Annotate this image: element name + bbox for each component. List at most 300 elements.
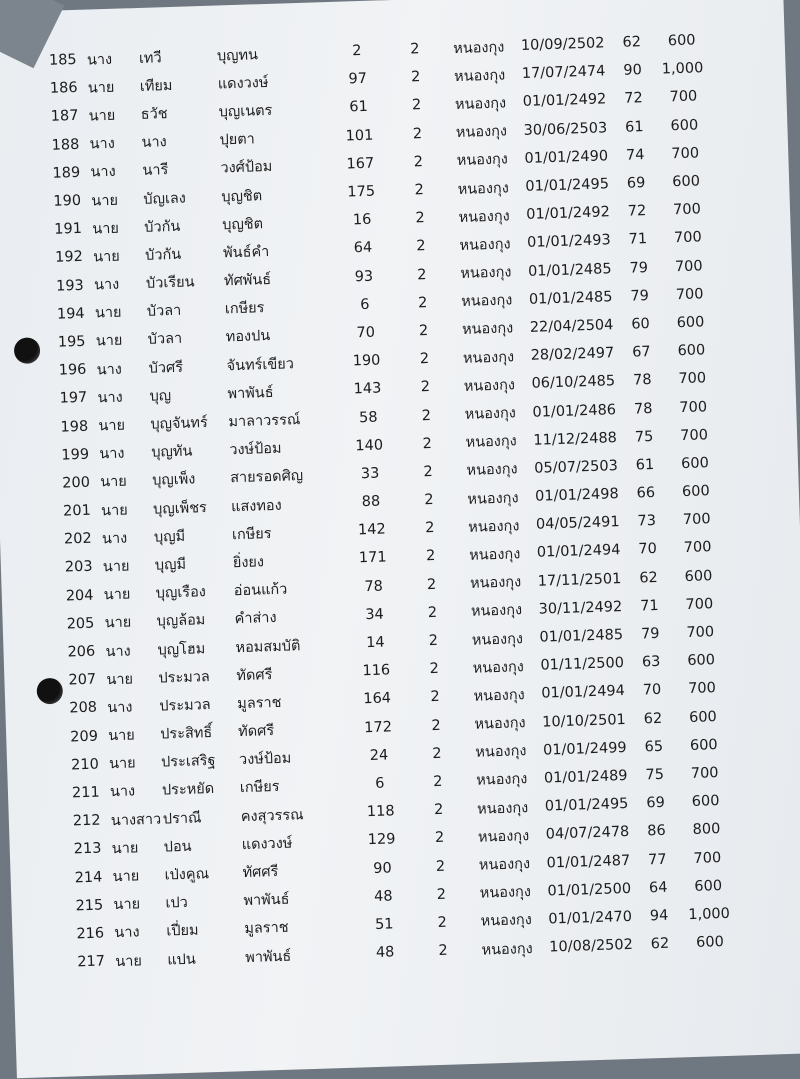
- title-prefix-cell: นางสาว: [110, 811, 162, 829]
- village-name-cell: หนองกุง: [460, 292, 513, 311]
- title-prefix-cell: นาง: [96, 361, 123, 379]
- last-name-cell: วงษ์ป้อม: [229, 440, 282, 459]
- first-name-cell: ประสิทธิ์: [159, 725, 213, 743]
- birth-date-cell: 30/11/2492: [538, 598, 623, 618]
- allowance-amount-cell: 600: [672, 173, 701, 191]
- age-cell: 86: [647, 823, 666, 840]
- record-number-cell: 204: [65, 587, 94, 605]
- village-moo-cell: 2: [433, 801, 444, 819]
- first-name-cell: บุญ: [149, 387, 172, 405]
- village-moo-cell: 2: [424, 520, 435, 537]
- house-number-cell: 2: [351, 43, 362, 60]
- title-prefix-cell: นาง: [101, 530, 128, 548]
- first-name-cell: บุญมี: [154, 556, 187, 574]
- record-number-cell: 214: [74, 869, 103, 886]
- last-name-cell: แดงวงษ์: [241, 835, 293, 853]
- record-number-cell: 193: [55, 277, 85, 295]
- age-cell: 74: [625, 146, 645, 164]
- village-name-cell: หนองกุง: [461, 320, 514, 339]
- house-number-cell: 34: [365, 606, 385, 623]
- record-number-cell: 203: [64, 559, 93, 577]
- house-number-cell: 78: [364, 578, 384, 595]
- age-cell: 75: [645, 766, 665, 784]
- village-name-cell: หนองกุง: [452, 39, 505, 57]
- first-name-cell: เปว: [165, 895, 189, 912]
- village-moo-cell: 2: [411, 97, 422, 114]
- age-cell: 60: [631, 316, 651, 333]
- village-moo-cell: 2: [414, 182, 425, 199]
- allowance-amount-cell: 600: [681, 483, 710, 501]
- village-moo-cell: 2: [427, 604, 438, 622]
- allowance-amount-cell: 700: [687, 680, 717, 698]
- punch-hole: [36, 678, 63, 705]
- title-prefix-cell: นาง: [86, 51, 113, 69]
- allowance-amount-cell: 700: [673, 229, 702, 247]
- birth-date-cell: 01/01/2494: [536, 542, 621, 562]
- record-number-cell: 201: [62, 502, 92, 520]
- village-moo-cell: 2: [409, 41, 420, 58]
- record-number-cell: 205: [66, 615, 95, 633]
- village-moo-cell: 2: [432, 745, 442, 762]
- last-name-cell: ยิ่งยง: [232, 554, 265, 572]
- first-name-cell: ธวัช: [140, 106, 168, 123]
- title-prefix-cell: นาง: [89, 135, 116, 153]
- village-moo-cell: 2: [419, 351, 430, 368]
- last-name-cell: ทัดศรี: [237, 723, 275, 741]
- last-name-cell: มูลราช: [244, 920, 289, 938]
- age-cell: 61: [635, 456, 655, 474]
- birth-date-cell: 01/01/2499: [542, 739, 627, 759]
- first-name-cell: เป่งคูณ: [164, 866, 210, 884]
- house-number-cell: 175: [347, 183, 376, 201]
- last-name-cell: พันธ์คำ: [222, 243, 270, 262]
- village-name-cell: หนองกุง: [457, 179, 510, 198]
- birth-date-cell: 10/08/2502: [549, 936, 634, 956]
- village-moo-cell: 2: [416, 238, 426, 255]
- first-name-cell: เปี่ยม: [166, 922, 199, 940]
- record-number-cell: 198: [60, 418, 89, 436]
- allowance-amount-cell: 700: [679, 427, 709, 444]
- village-name-cell: หนองกุง: [478, 856, 531, 874]
- age-cell: 78: [632, 372, 652, 389]
- age-cell: 77: [647, 851, 667, 868]
- allowance-amount-cell: 700: [674, 257, 703, 275]
- first-name-cell: บัวลา: [146, 303, 182, 321]
- first-name-cell: ประมวล: [158, 668, 211, 687]
- village-moo-cell: 2: [423, 463, 433, 481]
- house-number-cell: 61: [349, 99, 369, 116]
- record-number-cell: 195: [57, 333, 86, 351]
- title-prefix-cell: นาง: [114, 924, 140, 942]
- village-name-cell: หนองกุง: [463, 377, 516, 395]
- title-prefix-cell: นาง: [107, 699, 133, 717]
- record-number-cell: 208: [69, 700, 98, 717]
- record-number-cell: 213: [73, 840, 102, 858]
- village-moo-cell: 2: [417, 266, 427, 283]
- house-number-cell: 33: [360, 465, 380, 483]
- last-name-cell: บุญชิต: [221, 187, 263, 205]
- record-number-cell: 212: [72, 812, 101, 830]
- birth-date-cell: 01/01/2489: [543, 767, 628, 787]
- birth-date-cell: 01/01/2500: [547, 880, 632, 900]
- first-name-cell: ประมวล: [159, 696, 211, 715]
- age-cell: 75: [634, 428, 654, 446]
- village-name-cell: หนองกุง: [458, 208, 510, 226]
- record-number-cell: 197: [59, 390, 88, 407]
- birth-date-cell: 01/01/2493: [526, 232, 611, 252]
- first-name-cell: บุญมี: [153, 528, 186, 546]
- allowance-amount-cell: 1,000: [688, 905, 731, 924]
- allowance-amount-cell: 600: [694, 877, 723, 895]
- title-prefix-cell: นาย: [100, 473, 128, 491]
- age-cell: 70: [642, 682, 662, 699]
- first-name-cell: บัวลา: [147, 331, 183, 349]
- allowance-amount-cell: 700: [672, 201, 702, 219]
- allowance-amount-cell: 700: [685, 596, 714, 613]
- allowance-amount-cell: 700: [678, 370, 707, 388]
- allowance-amount-cell: 700: [682, 511, 711, 529]
- village-name-cell: หนองกุง: [467, 489, 519, 508]
- last-name-cell: สายรอดศิญ: [229, 468, 304, 487]
- record-number-cell: 187: [50, 108, 79, 126]
- village-moo-cell: 2: [430, 689, 441, 706]
- village-moo-cell: 2: [410, 69, 421, 86]
- birth-date-cell: 22/04/2504: [529, 317, 614, 336]
- title-prefix-cell: นาย: [104, 614, 132, 632]
- house-number-cell: 16: [352, 211, 372, 229]
- record-number-cell: 202: [63, 530, 92, 548]
- last-name-cell: มูลราช: [237, 694, 282, 713]
- birth-date-cell: 01/01/2492: [522, 91, 607, 111]
- house-number-cell: 90: [373, 859, 392, 877]
- house-number-cell: 118: [366, 803, 395, 821]
- first-name-cell: บุญทัน: [151, 443, 193, 461]
- village-moo-cell: 2: [422, 435, 433, 452]
- title-prefix-cell: นาง: [93, 276, 120, 294]
- record-number-cell: 206: [67, 643, 96, 661]
- record-number-cell: 211: [71, 784, 100, 802]
- village-moo-cell: 2: [431, 717, 441, 734]
- last-name-cell: หอมสมบัติ: [235, 637, 301, 656]
- age-cell: 79: [630, 287, 650, 305]
- house-number-cell: 24: [369, 747, 389, 764]
- title-prefix-cell: นาง: [97, 389, 123, 407]
- record-number-cell: 210: [70, 756, 100, 774]
- last-name-cell: พาพันธ์: [243, 891, 290, 910]
- birth-date-cell: 05/07/2503: [533, 458, 619, 477]
- first-name-cell: ปราณี: [162, 810, 202, 828]
- last-name-cell: วงษ์ป้อม: [238, 750, 292, 769]
- village-moo-cell: 2: [417, 294, 428, 312]
- village-name-cell: หนองกุง: [465, 433, 517, 452]
- allowance-amount-cell: 600: [688, 708, 718, 726]
- record-number-cell: 215: [75, 897, 104, 915]
- village-name-cell: หนองกุง: [459, 236, 511, 254]
- birth-date-cell: 10/10/2501: [541, 711, 627, 731]
- allowance-amount-cell: 600: [677, 342, 706, 360]
- village-moo-cell: 2: [412, 125, 423, 143]
- allowance-amount-cell: 800: [692, 821, 721, 839]
- allowance-amount-cell: 700: [690, 765, 719, 782]
- house-number-cell: 51: [374, 916, 394, 933]
- last-name-cell: พาพันธ์: [245, 948, 292, 966]
- birth-date-cell: 01/01/2485: [528, 288, 613, 308]
- first-name-cell: บุญเพ็ชร: [152, 499, 208, 518]
- age-cell: 61: [624, 118, 644, 136]
- title-prefix-cell: นาย: [115, 952, 143, 970]
- last-name-cell: ทัศศรี: [242, 864, 279, 882]
- village-name-cell: หนองกุง: [477, 827, 530, 846]
- village-name-cell: หนองกุง: [464, 405, 517, 423]
- village-name-cell: หนองกุง: [476, 799, 529, 818]
- title-prefix-cell: นาย: [100, 502, 128, 519]
- title-prefix-cell: นาย: [92, 248, 120, 266]
- title-prefix-cell: นาย: [95, 333, 123, 350]
- last-name-cell: เกษียร: [224, 300, 265, 318]
- last-name-cell: อ่อนแก้ว: [233, 581, 288, 600]
- village-name-cell: หนองกุง: [466, 461, 518, 480]
- birth-date-cell: 04/05/2491: [535, 514, 620, 534]
- house-number-cell: 143: [353, 380, 382, 398]
- house-number-cell: 129: [367, 831, 396, 849]
- house-number-cell: 88: [361, 493, 381, 511]
- allowance-amount-cell: 1,000: [661, 60, 704, 78]
- house-number-cell: 48: [375, 944, 395, 962]
- first-name-cell: แปน: [167, 951, 197, 969]
- title-prefix-cell: นาง: [99, 445, 125, 463]
- age-cell: 65: [644, 738, 664, 756]
- house-number-cell: 140: [355, 437, 384, 455]
- birth-date-cell: 11/12/2488: [533, 429, 618, 449]
- birth-date-cell: 10/09/2502: [520, 35, 605, 55]
- title-prefix-cell: นาย: [112, 868, 140, 886]
- record-number-cell: 209: [69, 728, 99, 746]
- punch-hole: [14, 337, 41, 364]
- age-cell: 62: [650, 935, 670, 953]
- village-moo-cell: 2: [413, 153, 424, 171]
- allowance-amount-cell: 600: [680, 455, 710, 473]
- house-number-cell: 116: [362, 662, 391, 680]
- age-cell: 78: [633, 400, 653, 418]
- birth-date-cell: 01/01/2487: [546, 852, 631, 872]
- birth-date-cell: 06/10/2485: [531, 373, 616, 393]
- title-prefix-cell: นาย: [102, 558, 130, 576]
- ledger-body: [49, 26, 740, 977]
- age-cell: 71: [639, 597, 659, 615]
- house-number-cell: 101: [345, 127, 374, 145]
- record-number-cell: 217: [77, 953, 106, 971]
- record-number-cell: 216: [76, 925, 105, 943]
- allowance-amount-cell: 600: [687, 652, 716, 670]
- village-name-cell: หนองกุง: [471, 630, 524, 649]
- village-moo-cell: 2: [426, 576, 437, 593]
- birth-date-cell: 30/06/2503: [523, 119, 608, 139]
- allowance-amount-cell: 600: [695, 934, 725, 951]
- village-name-cell: หนองกุง: [462, 348, 515, 367]
- first-name-cell: บุญจันทร์: [150, 415, 209, 433]
- village-name-cell: หนองกุง: [475, 743, 527, 762]
- allowance-amount-cell: 700: [675, 286, 704, 303]
- village-moo-cell: 2: [421, 407, 432, 424]
- house-number-cell: 172: [364, 718, 393, 736]
- village-moo-cell: 2: [418, 322, 429, 340]
- allowance-amount-cell: 600: [667, 32, 696, 50]
- record-number-cell: 185: [48, 52, 77, 69]
- record-number-cell: 199: [61, 446, 90, 464]
- house-number-cell: 171: [358, 549, 387, 567]
- allowance-amount-cell: 600: [676, 314, 705, 332]
- title-prefix-cell: นาย: [91, 192, 119, 210]
- title-prefix-cell: นาง: [105, 643, 131, 660]
- first-name-cell: บุญเรือง: [155, 584, 207, 602]
- house-number-cell: 164: [363, 690, 392, 708]
- last-name-cell: แดงวงษ์: [217, 74, 269, 93]
- last-name-cell: ปุยตา: [219, 131, 256, 149]
- birth-date-cell: 01/01/2495: [525, 176, 610, 195]
- birth-date-cell: 01/01/2494: [541, 683, 626, 703]
- age-cell: 94: [649, 907, 669, 925]
- record-number-cell: 186: [49, 80, 78, 98]
- allowance-amount-cell: 600: [689, 736, 718, 754]
- first-name-cell: บัวศรี: [148, 359, 184, 377]
- village-moo-cell: 2: [425, 548, 436, 565]
- age-cell: 79: [629, 259, 649, 277]
- village-moo-cell: 2: [437, 914, 448, 931]
- village-moo-cell: 2: [428, 632, 439, 650]
- birth-date-cell: 01/01/2485: [539, 627, 624, 646]
- record-number-cell: 200: [62, 474, 91, 492]
- title-prefix-cell: นาย: [107, 727, 136, 745]
- last-name-cell: จันทร์เขียว: [226, 355, 295, 375]
- village-moo-cell: 2: [424, 492, 434, 509]
- title-prefix-cell: นาย: [98, 417, 126, 435]
- title-prefix-cell: นาย: [87, 79, 115, 97]
- age-cell: 63: [641, 654, 661, 671]
- village-name-cell: หนองกุง: [470, 602, 523, 621]
- birth-date-cell: 01/01/2495: [544, 796, 629, 815]
- title-prefix-cell: นาย: [106, 671, 134, 689]
- allowance-amount-cell: 600: [670, 117, 699, 134]
- last-name-cell: แสงทอง: [230, 497, 282, 515]
- house-number-cell: 48: [373, 888, 393, 905]
- house-number-cell: 6: [359, 296, 370, 313]
- allowance-amount-cell: 700: [671, 145, 700, 163]
- village-moo-cell: 2: [420, 379, 431, 396]
- last-name-cell: บุญชิต: [221, 215, 264, 234]
- first-name-cell: นาง: [141, 134, 168, 152]
- first-name-cell: บัวเรียน: [145, 274, 195, 292]
- first-name-cell: ประเสริฐ: [160, 753, 216, 771]
- first-name-cell: นารี: [142, 162, 169, 180]
- title-prefix-cell: นาย: [113, 896, 141, 914]
- village-name-cell: หนองกุง: [472, 658, 525, 677]
- age-cell: 62: [643, 710, 663, 728]
- title-prefix-cell: นาย: [103, 586, 131, 604]
- village-moo-cell: 2: [436, 886, 447, 903]
- first-name-cell: เทวี: [138, 49, 162, 67]
- birth-date-cell: 01/01/2498: [534, 486, 619, 505]
- last-name-cell: วงศ์ป้อม: [220, 159, 273, 177]
- pension-ledger-table: [49, 26, 740, 977]
- birth-date-cell: 04/07/2478: [545, 824, 630, 843]
- age-cell: 66: [636, 485, 656, 502]
- record-number-cell: 194: [56, 305, 85, 323]
- village-name-cell: หนองกุง: [480, 912, 533, 931]
- age-cell: 62: [622, 34, 642, 51]
- last-name-cell: ทัดศรี: [236, 666, 273, 684]
- first-name-cell: บุญเพ็ง: [151, 471, 196, 490]
- village-moo-cell: 2: [415, 210, 425, 227]
- birth-date-cell: 01/01/2490: [524, 148, 609, 167]
- title-prefix-cell: นาง: [109, 783, 136, 801]
- age-cell: 79: [640, 625, 660, 643]
- first-name-cell: บัวกัน: [144, 218, 181, 236]
- record-number-cell: 190: [53, 192, 82, 210]
- allowance-amount-cell: 700: [679, 398, 708, 416]
- title-prefix-cell: นาย: [108, 755, 136, 773]
- village-name-cell: หนองกุง: [468, 518, 520, 536]
- last-name-cell: คงสุวรรณ: [240, 806, 304, 825]
- house-number-cell: 142: [357, 521, 386, 539]
- birth-date-cell: 01/11/2500: [540, 655, 625, 674]
- title-prefix-cell: นาย: [92, 220, 120, 238]
- house-number-cell: 6: [374, 775, 385, 792]
- record-number-cell: 192: [54, 249, 84, 267]
- village-name-cell: หนองกุง: [468, 546, 521, 564]
- village-moo-cell: 2: [434, 830, 445, 847]
- allowance-amount-cell: 700: [693, 849, 722, 867]
- birth-date-cell: 01/01/2485: [527, 260, 612, 280]
- village-name-cell: หนองกุง: [454, 95, 507, 114]
- birth-date-cell: 01/01/2486: [532, 401, 617, 421]
- village-name-cell: หนองกุง: [473, 687, 525, 705]
- village-moo-cell: 2: [438, 942, 449, 960]
- last-name-cell: มาลาวรรณ์: [228, 412, 301, 431]
- first-name-cell: เทียม: [139, 77, 173, 95]
- age-cell: 72: [627, 203, 647, 220]
- last-name-cell: เกษียร: [231, 525, 272, 544]
- village-name-cell: หนองกุง: [453, 67, 506, 85]
- title-prefix-cell: นาย: [94, 304, 122, 322]
- village-name-cell: หนองกุง: [481, 940, 533, 959]
- village-moo-cell: 2: [432, 773, 443, 791]
- age-cell: 73: [637, 513, 657, 530]
- record-number-cell: 196: [58, 361, 87, 379]
- house-number-cell: 64: [353, 240, 373, 257]
- record-number-cell: 191: [54, 221, 83, 238]
- record-number-cell: 188: [51, 136, 80, 154]
- village-name-cell: หนองกุง: [479, 884, 532, 902]
- allowance-amount-cell: 700: [683, 539, 712, 557]
- last-name-cell: บุญทน: [216, 46, 259, 65]
- title-prefix-cell: นาย: [111, 840, 139, 858]
- village-name-cell: หนองกุง: [455, 123, 508, 142]
- age-cell: 62: [639, 569, 658, 587]
- birth-date-cell: 01/01/2470: [548, 908, 633, 928]
- age-cell: 67: [631, 344, 651, 361]
- house-number-cell: 93: [354, 268, 374, 285]
- title-prefix-cell: นาย: [88, 107, 116, 125]
- birth-date-cell: 17/11/2501: [537, 570, 622, 590]
- village-name-cell: หนองกุง: [456, 151, 509, 170]
- village-name-cell: หนองกุง: [476, 771, 528, 790]
- last-name-cell: ทัศพันธ์: [223, 272, 272, 290]
- village-name-cell: หนองกุง: [460, 264, 512, 283]
- first-name-cell: บัวกัน: [144, 246, 182, 264]
- age-cell: 69: [626, 175, 646, 192]
- allowance-amount-cell: 700: [669, 88, 698, 106]
- last-name-cell: คำส่าง: [234, 610, 277, 628]
